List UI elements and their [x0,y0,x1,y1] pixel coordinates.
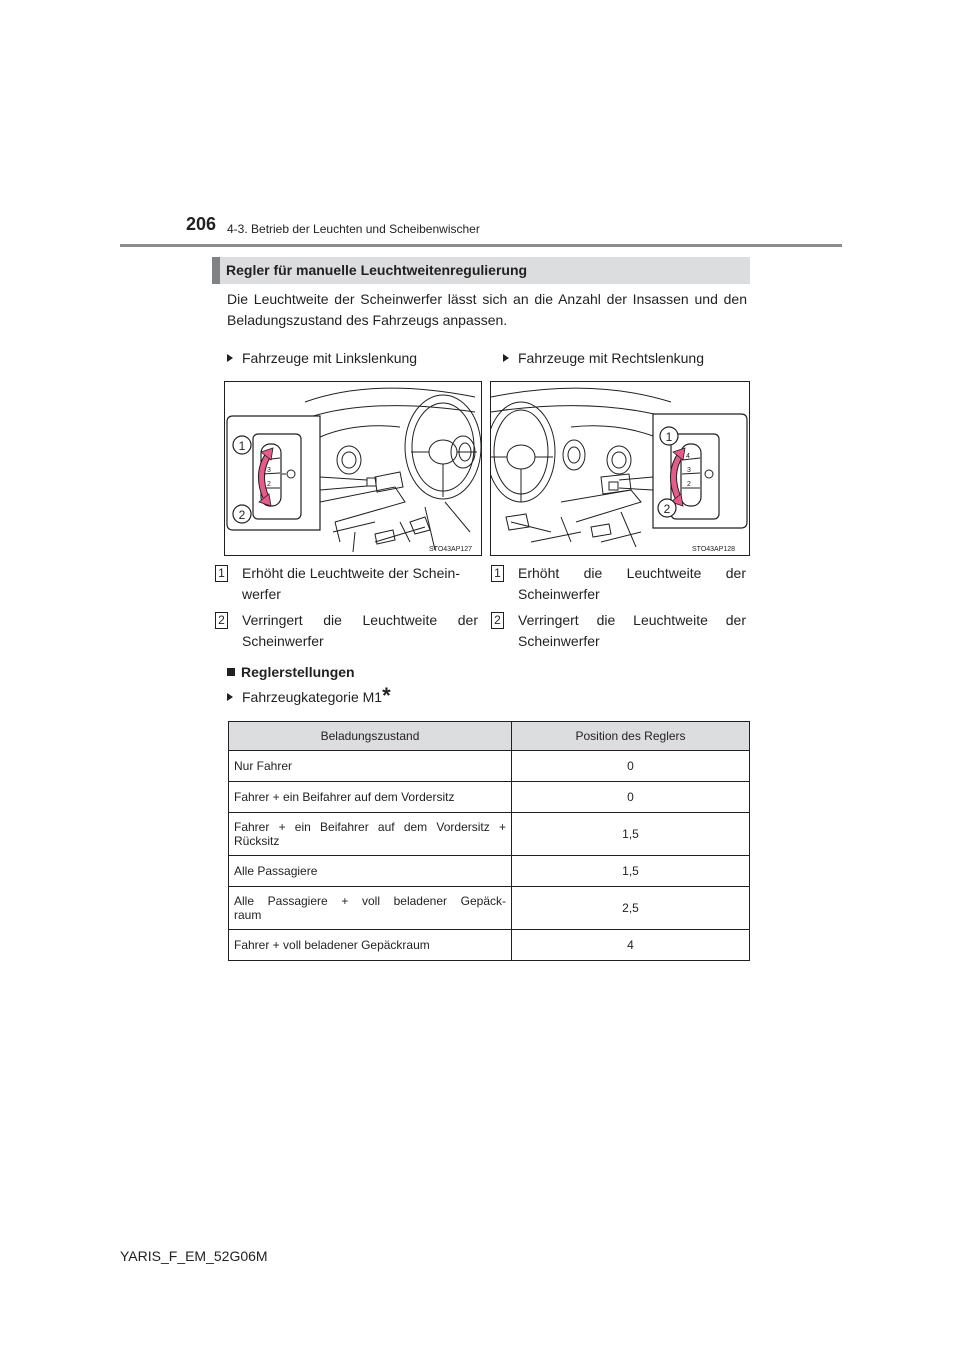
load-position-table [228,721,750,961]
settings-heading-text: Reglerstellungen [241,664,355,680]
table-cell-load: Alle Passagiere [234,864,318,878]
triangle-bullet-icon [503,354,509,362]
table-cell-load: Nur Fahrer [234,759,293,773]
legend-right-1 [491,563,756,605]
callout-2-left-label: 2 [238,508,246,522]
dashboard-illustration-lhd [225,382,481,555]
intro-paragraph: Die Leuchtweite der Scheinwerfer lässt sich an die Anzahl der Insassen und den Beladungszustand des Fahrzeugs anpassen. [227,291,747,328]
footer-doc-code: YARIS_F_EM_52G06M [120,1248,268,1264]
table-cell-load: Fahrer + ein Beifahrer auf dem Vordersitz + [234,820,506,834]
settings-heading [227,664,355,680]
legend-text-line1: Verringert die Leuchtweite der [242,612,478,628]
table-cell-position: 1,5 [512,856,750,887]
callout-1-right-label: 1 [665,430,673,444]
section-title: Regler für manuelle Leuchtweitenregulierung [226,262,528,278]
legend-text-line1: Erhöht die Leuchtweite der Schein- [242,565,460,581]
running-header: 4-3. Betrieb der Leuchten und Scheibenwischer [227,222,480,236]
square-bullet-icon [227,668,235,676]
figure-right-hand-drive [490,381,750,556]
section-title-bar [212,257,750,284]
legend-text-line2: werfer [242,586,281,602]
callout-2-right-label: 2 [663,502,671,516]
table-cell-load-cont: Rücksitz [234,834,280,848]
page-number: 206 [186,214,217,234]
legend-text-line1: Erhöht die Leuchtweite der [518,565,746,581]
legend-right-2 [491,610,756,652]
table-cell-position: 0 [512,751,750,782]
table-cell-load-cont: raum [234,908,262,922]
legend-number: 2 [491,612,504,629]
figure-code-left: STO43AP127 [429,546,473,553]
table-cell-position: 4 [512,930,750,961]
table-row [229,856,750,887]
vehicle-category [227,683,391,715]
table-row [229,930,750,961]
table-cell-position: 0 [512,782,750,813]
dial-mark-2-right: 2 [687,481,691,488]
table-row [229,813,750,856]
legend-number: 2 [215,612,228,629]
dial-mark-4-right: 4 [686,453,690,460]
legend-text-line2: Scheinwerfer [518,586,600,602]
section-bar-marker [212,257,220,284]
triangle-bullet-icon [227,354,233,362]
table-cell-position: 1,5 [512,813,750,856]
table-header-position: Position des Reglers [512,722,750,751]
table-cell-load: Alle Passagiere + voll beladener Gepäck- [234,894,506,908]
dial-mark-3: 3 [267,467,271,474]
table-row [229,887,750,930]
dial-mark-3-right: 3 [687,467,691,474]
table-header-row [229,722,750,751]
triangle-bullet-icon [227,693,233,701]
figure-code-right: STO43AP128 [692,546,736,553]
dial-mark-2: 2 [267,481,271,488]
legend-text-line1: Verringert die Leuchtweite der [518,612,746,628]
legend-number: 1 [491,565,504,582]
legend-left-2 [215,610,480,652]
asterisk-mark: * [382,683,391,708]
callout-1-left-label: 1 [238,439,246,453]
figure-left-hand-drive [224,381,482,556]
legend-text-line2: Scheinwerfer [242,633,324,649]
table-row [229,782,750,813]
header-rule [120,244,842,247]
legend-left-1 [215,563,480,605]
variant-right-text: Fahrzeuge mit Rechtslenkung [518,350,704,366]
variant-left-label [227,350,417,366]
table-header-load: Beladungszustand [229,722,512,751]
dashboard-illustration-rhd [491,382,749,555]
legend-text-line2: Scheinwerfer [518,633,600,649]
table-row [229,751,750,782]
table-cell-load: Fahrer + voll beladener Gepäckraum [234,938,430,952]
variant-right-label [503,350,704,366]
table-cell-load: Fahrer + ein Beifahrer auf dem Vordersitz [234,790,455,804]
table-cell-position: 2,5 [512,887,750,930]
variant-left-text: Fahrzeuge mit Linkslenkung [242,350,418,366]
vehicle-category-text: Fahrzeugkategorie M1 [242,689,383,705]
legend-number: 1 [215,565,228,582]
